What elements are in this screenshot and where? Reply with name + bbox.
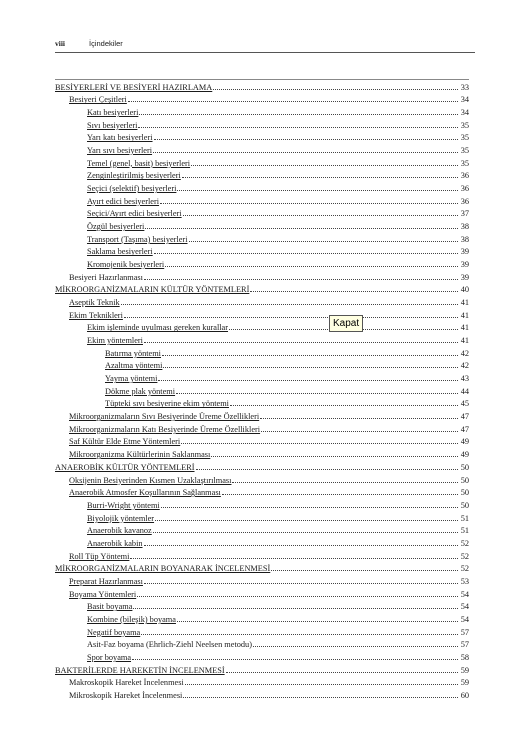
dot-leader xyxy=(232,482,458,483)
toc-page-number: 58 xyxy=(460,652,469,662)
toc-entry-label[interactable]: Roll Tüp Yöntemi xyxy=(69,551,130,561)
toc-entry-label[interactable]: Spor boyama xyxy=(87,652,132,662)
toc-page-number: 51 xyxy=(460,526,469,536)
toc-page-number: 52 xyxy=(460,564,469,574)
toc-page-number: 59 xyxy=(460,678,469,688)
toc-entry[interactable] xyxy=(55,295,469,308)
toc-chapter-entry[interactable] xyxy=(55,283,469,296)
toc-entry[interactable] xyxy=(55,447,469,460)
toc-entry[interactable] xyxy=(55,536,469,549)
toc-page-number: 50 xyxy=(460,462,469,472)
toc-page-number: 42 xyxy=(460,361,469,371)
dot-leader xyxy=(163,367,458,368)
toc-entry-label[interactable]: Anaerobik kabin xyxy=(87,538,143,548)
dot-leader xyxy=(158,380,458,381)
dot-leader xyxy=(145,228,458,229)
toc-page-number: 57 xyxy=(460,640,469,650)
toc-entry[interactable] xyxy=(55,194,469,207)
dot-leader xyxy=(141,634,458,635)
toc-entry-label[interactable]: Aseptik Teknik xyxy=(69,298,120,308)
toc-entry[interactable] xyxy=(55,397,469,410)
toc-entry[interactable] xyxy=(55,612,469,625)
toc-page-number: 35 xyxy=(460,158,469,168)
toc-entry-label[interactable]: Biyolojik yöntemler xyxy=(87,513,155,523)
dot-leader xyxy=(153,532,458,533)
toc-page-number: 35 xyxy=(460,146,469,156)
toc-entry[interactable] xyxy=(55,600,469,613)
toc-page-number: 41 xyxy=(460,310,469,320)
toc-entry-label[interactable]: Basit boyama xyxy=(87,602,133,612)
toc-entry-label[interactable]: Anaerobik kavanoz xyxy=(87,526,152,536)
toc-page-number: 44 xyxy=(460,386,469,396)
dot-leader xyxy=(121,304,458,305)
dot-leader xyxy=(213,89,458,90)
toc-page-number: 36 xyxy=(460,171,469,181)
toc-page-number: 37 xyxy=(460,209,469,219)
dot-leader xyxy=(128,101,458,102)
dot-leader xyxy=(124,317,458,318)
toc-page-number: 60 xyxy=(460,690,469,700)
toc-entry-label[interactable]: Dökme plak yöntemi xyxy=(105,386,176,396)
toc-entry[interactable] xyxy=(55,143,469,156)
dot-leader xyxy=(154,139,458,140)
toc-entry[interactable] xyxy=(55,511,469,524)
toc-page-number: 39 xyxy=(460,260,469,270)
toc-entry[interactable] xyxy=(55,245,469,258)
toc-entry-label[interactable]: Ekim işleminde uyulması gereken kurallar xyxy=(87,323,229,333)
toc-entry[interactable] xyxy=(55,308,469,321)
dot-leader xyxy=(133,608,458,609)
toc-entry[interactable] xyxy=(55,625,469,638)
toc-entry-label[interactable]: Ekim Teknikleri xyxy=(69,310,123,320)
toc-entry-label[interactable]: Batırma yöntemi xyxy=(105,348,161,358)
table-of-contents xyxy=(55,79,469,701)
toc-entry[interactable] xyxy=(55,118,469,131)
toc-page-number: 51 xyxy=(460,513,469,523)
toc-page-number: 50 xyxy=(460,500,469,510)
toc-entry-label[interactable]: Tüpteki sıvı besiyerine ekim yöntemi xyxy=(105,399,229,409)
header-title: İçindekiler xyxy=(89,39,123,48)
toc-chapter-entry[interactable] xyxy=(55,79,469,93)
toc-entry[interactable] xyxy=(55,156,469,169)
toc-page-number: 39 xyxy=(460,247,469,257)
toc-page-number: 43 xyxy=(460,374,469,384)
toc-entry[interactable] xyxy=(55,524,469,537)
toc-page-number: 54 xyxy=(460,614,469,624)
toc-entry-label[interactable]: Transport (Taşıma) besiyerleri xyxy=(87,234,188,244)
toc-entry-label[interactable]: Kombine (bileşik) boyama xyxy=(87,614,176,624)
toc-entry-label[interactable]: Temel (genel, basit) besiyerleri xyxy=(87,158,191,168)
toc-entry-label[interactable]: Preparat Hazırlanması xyxy=(69,576,143,586)
toc-entry-label[interactable]: Özgül besiyerleri xyxy=(87,222,145,232)
toc-chapter-entry[interactable] xyxy=(55,562,469,575)
dot-leader xyxy=(222,494,458,495)
dot-leader xyxy=(160,203,458,204)
toc-page-number: 45 xyxy=(460,399,469,409)
toc-page-number: 41 xyxy=(460,323,469,333)
dot-leader xyxy=(226,672,458,673)
toc-entry[interactable] xyxy=(55,232,469,245)
dot-leader xyxy=(132,659,458,660)
toc-entry-label[interactable]: BAKTERİLERDE HAREKETİN İNCELENMESİ xyxy=(55,665,225,675)
toc-entry-label: Mikroskopik Hareket İncelenmesi xyxy=(69,690,183,700)
toc-chapter-entry[interactable] xyxy=(55,663,469,676)
toc-page-number: 39 xyxy=(460,272,469,282)
dot-leader xyxy=(144,342,458,343)
toc-entry[interactable] xyxy=(55,346,469,359)
toc-entry[interactable] xyxy=(55,371,469,384)
toc-entry[interactable] xyxy=(55,219,469,232)
toc-chapter-entry[interactable] xyxy=(55,460,469,473)
dot-leader xyxy=(153,152,458,153)
toc-entry-label[interactable]: Azaltma yöntemi xyxy=(105,361,163,371)
toc-page-number: 53 xyxy=(460,576,469,586)
toc-entry-label: Asit-Faz boyama (Ehrlich-Ziehl Neelsen metodu) xyxy=(87,640,252,650)
toc-entry-label[interactable]: MİKROORGANİZMALARIN KÜLTÜR YÖNTEMLERİ xyxy=(55,285,250,295)
dot-leader xyxy=(211,456,458,457)
dot-leader xyxy=(137,596,458,597)
toc-page-number: 36 xyxy=(460,196,469,206)
dot-leader xyxy=(250,291,458,292)
dot-leader xyxy=(139,114,458,115)
toc-page-number: 54 xyxy=(460,589,469,599)
toc-entry-label[interactable]: Kromojenik besiyerleri xyxy=(87,260,165,270)
toc-page-number: 38 xyxy=(460,222,469,232)
toc-entry[interactable] xyxy=(55,257,469,270)
toc-entry-label[interactable]: Mikroorganizmaların Katı Besiyerinde Üreme Özellikleri xyxy=(69,424,261,434)
toc-entry-label[interactable]: Saf Kültür Elde Etme Yöntemleri xyxy=(69,437,181,447)
toc-page-number: 40 xyxy=(460,285,469,295)
toc-entry-label[interactable]: Oksijenin Besiyerinden Kısmen Uzaklaştırılması xyxy=(69,475,232,485)
toc-entry-label[interactable]: BESİYERLERİ VE BESİYERİ HAZIRLAMA xyxy=(55,82,213,92)
toc-entry[interactable] xyxy=(55,131,469,144)
toc-entry-label: Makroskopik Hareket İncelenmesi xyxy=(69,678,184,688)
dot-leader xyxy=(155,520,458,521)
dot-leader xyxy=(165,266,458,267)
dot-leader xyxy=(182,177,458,178)
toc-page-number: 41 xyxy=(460,336,469,346)
toc-page-number: 42 xyxy=(460,348,469,358)
toc-entry xyxy=(55,270,469,283)
toc-page-number: 59 xyxy=(460,665,469,675)
toc-page-number: 33 xyxy=(460,82,469,92)
dot-leader xyxy=(177,190,458,191)
toc-entry-label[interactable]: Katı besiyerleri xyxy=(87,108,139,118)
dot-leader xyxy=(144,583,458,584)
dot-leader xyxy=(138,127,458,128)
toc-entry-label[interactable]: Ekim yöntemleri xyxy=(87,336,143,346)
dot-leader xyxy=(181,443,458,444)
header-page-number: viii xyxy=(55,39,66,48)
toc-page-number: 36 xyxy=(460,184,469,194)
toc-entry[interactable] xyxy=(55,486,469,499)
toc-entry[interactable] xyxy=(55,333,469,346)
toc-page-number: 41 xyxy=(460,298,469,308)
toc-entry-label[interactable]: Yarı sıvı besiyerleri xyxy=(87,146,153,156)
dot-leader xyxy=(183,697,458,698)
toc-entry-label[interactable]: Seçici/Ayırt edici besiyerleri xyxy=(87,209,182,219)
page-header xyxy=(55,38,475,53)
toc-page-number: 52 xyxy=(460,551,469,561)
dot-leader xyxy=(130,558,458,559)
toc-page-number: 50 xyxy=(460,475,469,485)
toc-entry-label[interactable]: Yarı katı besiyerleri xyxy=(87,133,153,143)
toc-entry[interactable] xyxy=(55,435,469,448)
toc-entry[interactable] xyxy=(55,181,469,194)
toc-entry-label[interactable]: Yayma yöntemi xyxy=(105,374,158,384)
dot-leader xyxy=(189,241,459,242)
toc-entry[interactable] xyxy=(55,207,469,220)
toc-page-number: 52 xyxy=(460,538,469,548)
toc-entry[interactable] xyxy=(55,587,469,600)
dot-leader xyxy=(162,355,458,356)
toc-page-number: 34 xyxy=(460,108,469,118)
toc-entry[interactable] xyxy=(55,169,469,182)
toc-entry[interactable] xyxy=(55,384,469,397)
dot-leader xyxy=(176,393,458,394)
toc-entry[interactable] xyxy=(55,650,469,663)
toc-entry-label[interactable]: Anaerobik Atmosfer Koşullarının Sağlanması xyxy=(69,488,221,498)
toc-entry[interactable] xyxy=(55,105,469,118)
dot-leader xyxy=(177,621,458,622)
toc-entry[interactable] xyxy=(55,409,469,422)
toc-entry-label[interactable]: Besiyeri Çeşitleri xyxy=(69,95,127,105)
toc-entry[interactable] xyxy=(55,93,469,106)
toc-entry-label[interactable]: Ayırt edici besiyerleri xyxy=(87,196,160,206)
toc-page-number: 49 xyxy=(460,437,469,447)
toc-entry-label[interactable]: Zenginleştirilmiş besiyerleri xyxy=(87,171,181,181)
dot-leader xyxy=(196,469,458,470)
dot-leader xyxy=(154,253,458,254)
dot-leader xyxy=(230,405,458,406)
toc-page-number: 47 xyxy=(460,412,469,422)
dot-leader xyxy=(253,646,458,647)
toc-page-number: 35 xyxy=(460,133,469,143)
toc-entry-label[interactable]: Seçici (selektif) besiyerleri xyxy=(87,184,177,194)
toc-entry-label: Besiyeri Hazırlanması xyxy=(69,272,143,282)
toc-entry-label[interactable]: Saklama besiyerleri xyxy=(87,247,153,257)
toc-entry-label[interactable]: MİKROORGANİZMALARIN BOYANARAK İNCELENMESİ xyxy=(55,564,271,574)
toc-page-number: 54 xyxy=(460,602,469,612)
toc-entry-label[interactable]: ANAEROBİK KÜLTÜR YÖNTEMLERİ xyxy=(55,462,195,472)
toc-entry xyxy=(55,688,469,701)
dot-leader xyxy=(271,570,458,571)
toc-entry[interactable] xyxy=(55,574,469,587)
toc-entry[interactable] xyxy=(55,321,469,334)
toc-entry-label[interactable]: Sıvı besiyerleri xyxy=(87,120,138,130)
dot-leader xyxy=(191,165,458,166)
toc-entry[interactable] xyxy=(55,422,469,435)
dot-leader xyxy=(144,545,458,546)
dot-leader xyxy=(161,507,458,508)
dot-leader xyxy=(144,279,458,280)
toc-page-number: 49 xyxy=(460,450,469,460)
toc-entry-label[interactable]: Mikroorganizmaların Sıvı Besiyerinde Üreme Özellikleri xyxy=(69,412,260,422)
toc-entry-label[interactable]: Burri-Wright yöntemi xyxy=(87,500,160,510)
dot-leader xyxy=(183,215,458,216)
toc-page-number: 57 xyxy=(460,627,469,637)
toc-entry[interactable] xyxy=(55,473,469,486)
toc-entry[interactable] xyxy=(55,498,469,511)
toc-page-number: 35 xyxy=(460,120,469,130)
toc-entry xyxy=(55,638,469,651)
toc-page-number: 34 xyxy=(460,95,469,105)
toc-entry-label[interactable]: Mikroorganizma Kültürlerinin Saklanması xyxy=(69,450,211,460)
toc-entry xyxy=(55,676,469,689)
toc-entry[interactable] xyxy=(55,359,469,372)
toc-page-number: 50 xyxy=(460,488,469,498)
toc-entry[interactable] xyxy=(55,549,469,562)
toc-entry-label[interactable]: Boyama Yöntemleri xyxy=(69,589,137,599)
close-tooltip: Kapat xyxy=(329,315,363,332)
dot-leader xyxy=(261,431,458,432)
toc-page-number: 47 xyxy=(460,424,469,434)
dot-leader xyxy=(185,684,458,685)
toc-page-number: 38 xyxy=(460,234,469,244)
dot-leader xyxy=(260,418,458,419)
toc-entry-label[interactable]: Negatif boyama xyxy=(87,627,141,637)
